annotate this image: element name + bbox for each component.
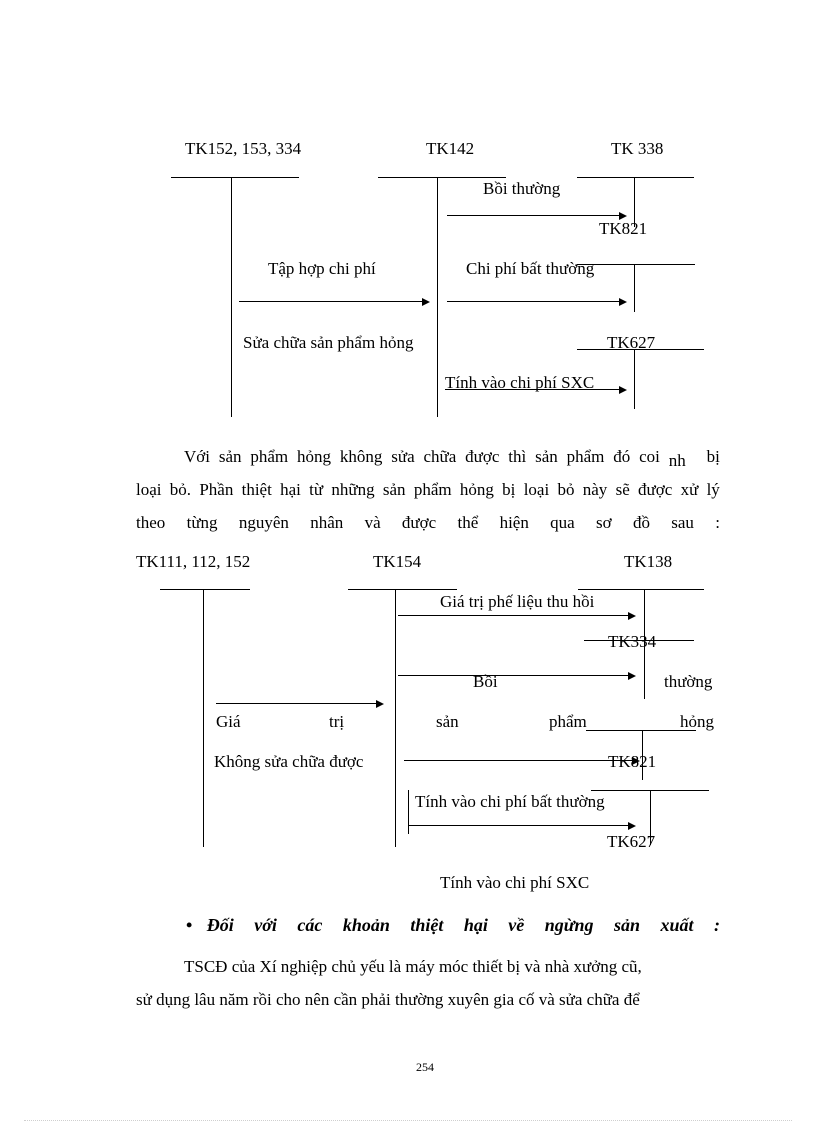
t-account-stem-tk154	[395, 589, 396, 847]
account-label-tk152: TK152, 153, 334	[185, 139, 302, 158]
account-label-tk627: TK627	[607, 333, 656, 352]
arrow-tap-hop	[239, 301, 428, 302]
account-label-tk627-2: TK627	[607, 832, 656, 851]
label-boi-thuong: Bồi thường	[483, 179, 561, 198]
t-account-stem-tk142	[437, 177, 438, 417]
account-label-tk142: TK142	[426, 139, 475, 158]
account-label-tk821: TK821	[599, 219, 648, 238]
paragraph-1	[136, 440, 720, 539]
arrow-phe-lieu	[398, 615, 634, 616]
label-boi: Bồi	[473, 672, 498, 691]
arrow-gia-tri-san-pham	[216, 703, 382, 704]
arrow-boi-thuong-2	[398, 675, 634, 676]
t-account-stem-tk152	[231, 177, 232, 417]
label-chi-phi-bat-thuong: Chi phí bất thường	[466, 259, 595, 278]
label-tinh-vao-bat-thuong: Tính vào chi phí bất thường	[415, 792, 605, 811]
paragraph-1-line-3: theo từng nguyên nhân và được thể hiện qua sơ đồ sau :	[136, 513, 720, 532]
t-account-top-tk138	[578, 589, 704, 590]
arrow-chi-phi-bat-thuong	[447, 301, 625, 302]
t-account-top-tk821	[577, 264, 695, 265]
account-label-tk154: TK154	[373, 552, 422, 571]
label-pham: phẩm	[549, 712, 587, 731]
t-account-top-tk154	[348, 589, 457, 590]
arrow-boi-thuong	[447, 215, 625, 216]
section-heading: • Đối với các khoản thiệt hại về ngừng sản xuất :	[186, 915, 720, 935]
label-gia: Giá	[216, 712, 241, 731]
paragraph-2	[136, 950, 720, 1016]
paragraph-1-line-2: loại bỏ. Phần thiệt hại từ những sản phẩm hỏng bị loại bỏ này sẽ được xử lý	[136, 480, 720, 499]
t-account-stem-tk627	[634, 349, 635, 409]
label-san: sản	[436, 712, 459, 731]
bullet: •	[186, 915, 193, 935]
label-khong-sua-chua: Không sửa chữa được	[214, 752, 364, 771]
label-gia-tri-phe-lieu: Giá trị phế liệu thu hồi	[440, 592, 595, 611]
t-account-top-tk338	[577, 177, 694, 178]
label-thuong: thường	[664, 672, 713, 691]
t-account-stem-tk111	[203, 589, 204, 847]
account-label-tk334: TK334	[608, 632, 657, 651]
t-account-top-tk821-2	[586, 730, 696, 731]
account-label-tk338: TK 338	[611, 139, 664, 158]
label-tinh-vao-sxc: Tính vào chi phí SXC	[445, 373, 595, 392]
label-tri: trị	[329, 712, 345, 731]
arrow-khong-sua-chua	[404, 760, 638, 761]
t-account-stem-tk821	[634, 264, 635, 312]
t-account-stem-tk154-inner	[408, 790, 409, 834]
paragraph-1-line-1: Với sản phẩm hỏng không sửa chữa được thì sản phẩm đó coi nh bị	[184, 447, 720, 470]
t-account-top-tk142	[378, 177, 506, 178]
t-account-top-tk152	[171, 177, 299, 178]
label-tinh-vao-sxc-2: Tính vào chi phí SXC	[440, 873, 590, 892]
account-label-tk138: TK138	[624, 552, 673, 571]
page-number: 254	[416, 1060, 434, 1074]
t-account-top-tk111	[160, 589, 250, 590]
label-hong: hỏng	[680, 712, 714, 731]
label-sua-chua: Sửa chữa sản phẩm hỏng	[243, 333, 414, 352]
paragraph-2-line-2: sử dụng lâu năm rồi cho nên cần phải thường xuyên gia cố và sửa chữa để	[136, 990, 640, 1009]
paragraph-2-line-1: TSCĐ của Xí nghiệp chủ yếu là máy móc thiết bị và nhà xưởng cũ,	[184, 957, 642, 976]
label-tap-hop-chi-phi: Tập hợp chi phí	[268, 259, 376, 278]
account-label-tk111: TK111, 112, 152	[136, 552, 251, 571]
page-bottom-divider	[24, 1120, 792, 1121]
account-label-tk821-2: TK821	[608, 752, 657, 771]
arrow-tinh-vao-sxc	[445, 389, 625, 390]
arrow-bat-thuong	[408, 825, 634, 826]
